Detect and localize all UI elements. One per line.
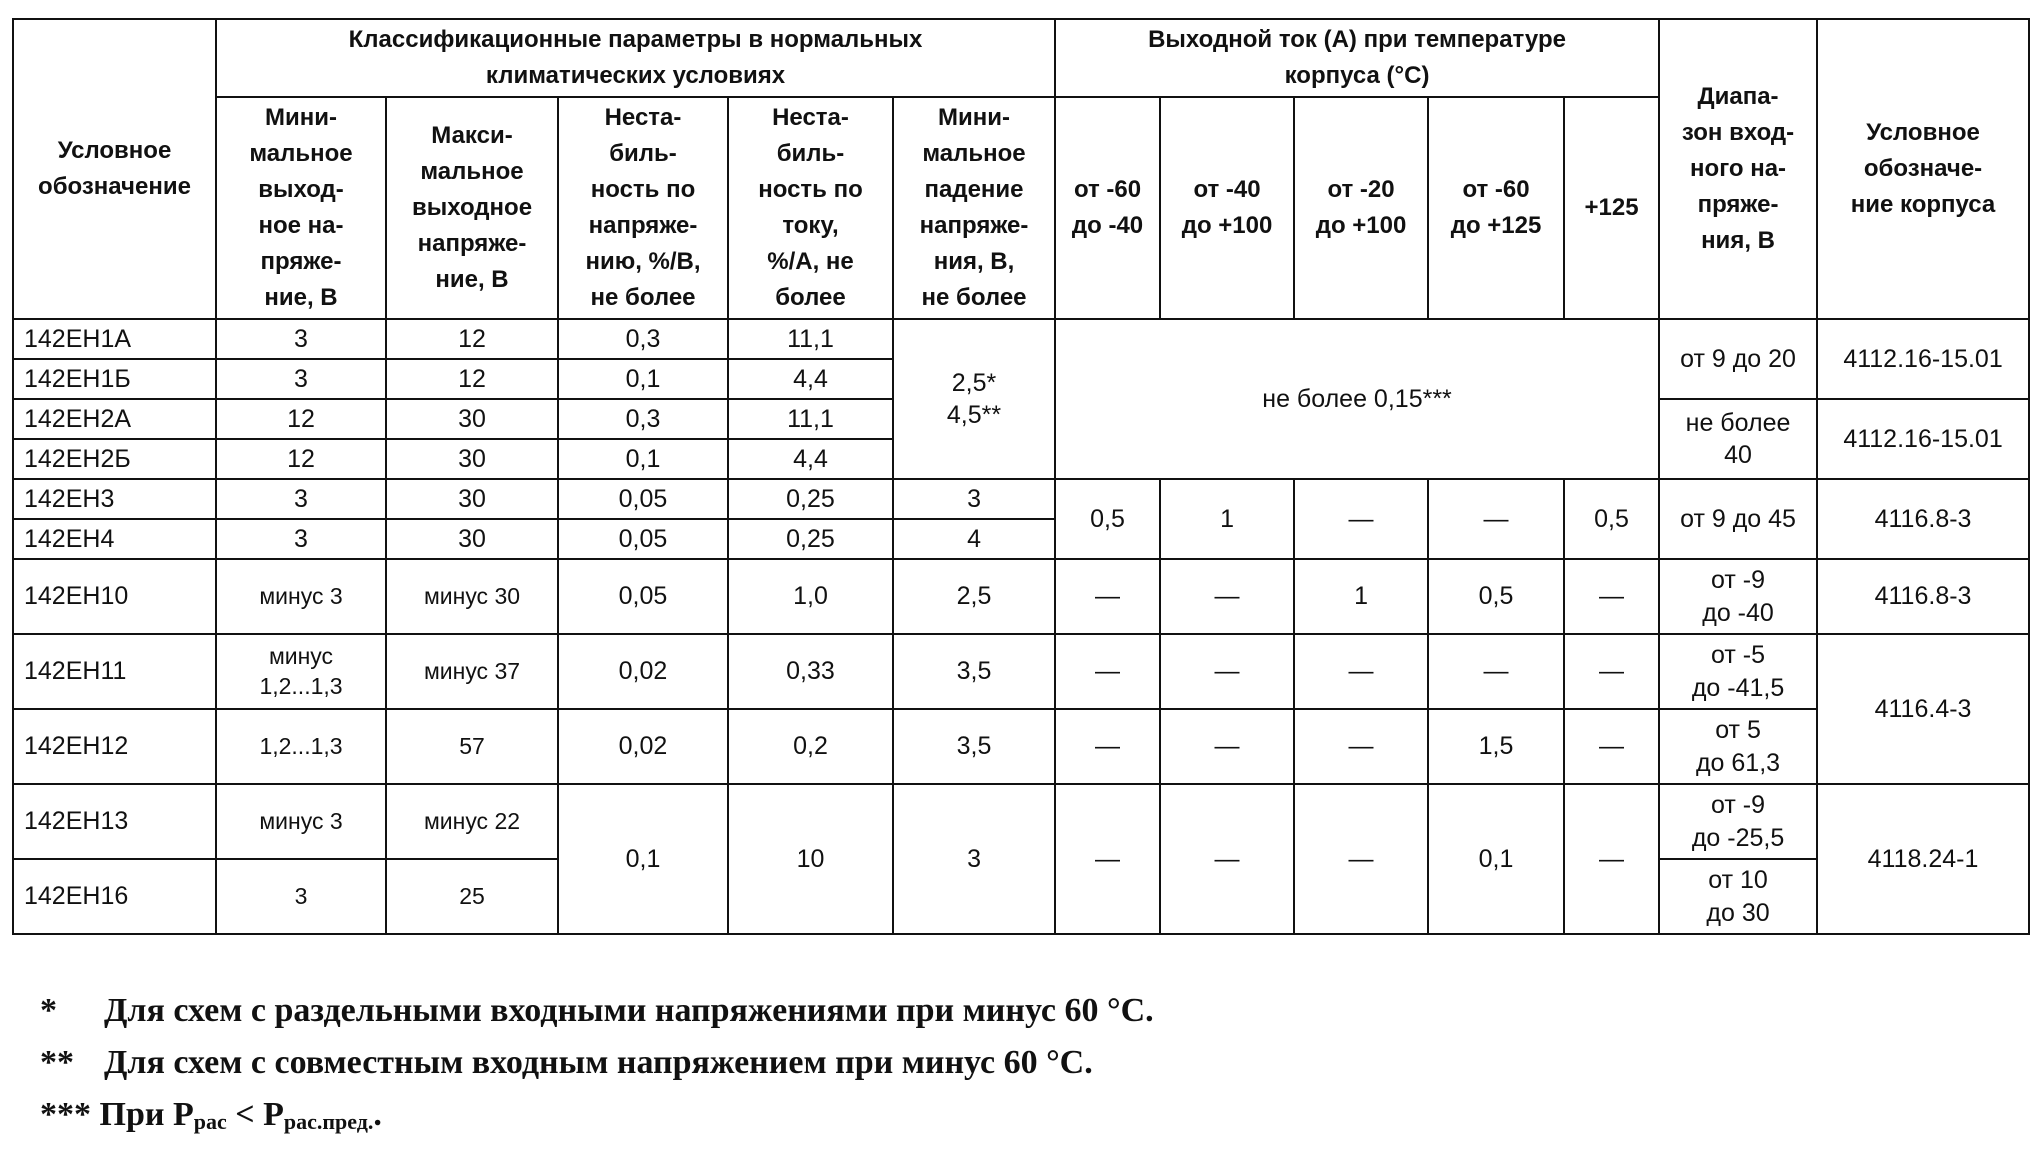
cell-min-voltage: 12 (216, 439, 386, 479)
cell-temp-4: 0,5 (1428, 559, 1564, 634)
cell-temp-5: — (1564, 634, 1659, 709)
cell-min-drop: 3 (893, 479, 1055, 519)
cell-min-voltage: 1,2...1,3 (216, 709, 386, 784)
cell-case: 4112.16-15.01 (1817, 319, 2029, 399)
cell-temp-2: — (1160, 709, 1294, 784)
cell-temp-4: 1,5 (1428, 709, 1564, 784)
cell-min-drop: 3,5 (893, 634, 1055, 709)
cell-min-drop: 3,5 (893, 709, 1055, 784)
footnote-prefix: При P (99, 1096, 194, 1133)
header-designation: Условное обозначение (13, 19, 216, 319)
header-temp-3: от -20 до +100 (1294, 97, 1428, 319)
footnote-less-than: < P (226, 1096, 284, 1133)
cell-temp-2: — (1160, 634, 1294, 709)
cell-temp-4: — (1428, 634, 1564, 709)
cell-case: 4116.4-3 (1817, 634, 2029, 784)
header-min-drop: Мини- мальное падение напряже- ния, В, не более (893, 97, 1055, 319)
cell-instab-current: 0,2 (728, 709, 893, 784)
cell-instab-voltage: 0,3 (558, 319, 728, 359)
cell-instab-voltage: 0,3 (558, 399, 728, 439)
cell-max-voltage: минус 30 (386, 559, 558, 634)
cell-temp-3: — (1294, 479, 1428, 559)
header-instab-voltage: Неста- биль- ность по напряже- нию, %/В, не более (558, 97, 728, 319)
cell-instab-voltage: 0,05 (558, 559, 728, 634)
footnote-1 (40, 985, 1154, 1037)
cell-min-voltage: 3 (216, 319, 386, 359)
footnote-mark: * (40, 992, 57, 1029)
cell-max-voltage: 30 (386, 519, 558, 559)
cell-max-voltage: 12 (386, 359, 558, 399)
footnote-subscript: рас.пред. (283, 1109, 374, 1134)
footnotes (40, 985, 1154, 1141)
footnote-mark: *** (40, 1096, 91, 1133)
cell-max-voltage: 30 (386, 479, 558, 519)
cell-instab-current: 11,1 (728, 319, 893, 359)
cell-max-voltage: минус 22 (386, 784, 558, 859)
table-row (13, 709, 2029, 784)
cell-temp-2: — (1160, 559, 1294, 634)
footnote-text: Для схем с раздельными входными напряжениями при минус 60 °С. (104, 992, 1154, 1029)
cell-temp-3: — (1294, 709, 1428, 784)
cell-temp-4: — (1428, 479, 1564, 559)
footnote-2 (40, 1037, 1154, 1089)
cell-input-range: от -5 до -41,5 (1659, 634, 1817, 709)
table-row (13, 634, 2029, 709)
cell-min-drop: 2,5 (893, 559, 1055, 634)
cell-designation: 142ЕН13 (13, 784, 216, 859)
cell-instab-voltage: 0,05 (558, 479, 728, 519)
cell-temp-1: — (1055, 709, 1160, 784)
cell-temp-5: — (1564, 709, 1659, 784)
header-case: Условное обозначе- ние корпуса (1817, 19, 2029, 319)
cell-min-voltage: 3 (216, 519, 386, 559)
cell-designation: 142ЕН1Б (13, 359, 216, 399)
footnote-text: Для схем с совместным входным напряжением при минус 60 °С. (104, 1044, 1093, 1081)
table-row (13, 559, 2029, 634)
cell-temp-5: 0,5 (1564, 479, 1659, 559)
cell-instab-current: 0,25 (728, 479, 893, 519)
header-max-out-voltage: Макси- мальное выходное напряже- ние, В (386, 97, 558, 319)
cell-max-voltage: минус 37 (386, 634, 558, 709)
cell-instab-current: 0,33 (728, 634, 893, 709)
header-group-current: Выходной ток (А) при температуре корпуса (°С) (1055, 19, 1659, 97)
cell-instab-voltage: 0,1 (558, 359, 728, 399)
cell-input-range: от 10 до 30 (1659, 859, 1817, 934)
cell-temp-2: 1 (1160, 479, 1294, 559)
header-instab-current: Неста- биль- ность по току, %/А, не более (728, 97, 893, 319)
cell-min-drop: 4 (893, 519, 1055, 559)
cell-instab-current: 4,4 (728, 439, 893, 479)
cell-case: 4118.24-1 (1817, 784, 2029, 934)
cell-current-merged: не более 0,15*** (1055, 319, 1659, 479)
cell-case: 4112.16-15.01 (1817, 399, 2029, 479)
cell-temp-1: — (1055, 634, 1160, 709)
cell-designation: 142ЕН3 (13, 479, 216, 519)
header-temp-2: от -40 до +100 (1160, 97, 1294, 319)
cell-designation: 142ЕН16 (13, 859, 216, 934)
cell-case: 4116.8-3 (1817, 559, 2029, 634)
parameters-table (12, 18, 2030, 935)
cell-min-voltage: минус 1,2...1,3 (216, 634, 386, 709)
cell-min-voltage: 3 (216, 479, 386, 519)
header-group-params: Классификационные параметры в нормальных климатических условиях (216, 19, 1055, 97)
cell-instab-current: 1,0 (728, 559, 893, 634)
cell-input-range: от -9 до -25,5 (1659, 784, 1817, 859)
cell-min-drop: 3 (893, 784, 1055, 934)
cell-max-voltage: 25 (386, 859, 558, 934)
cell-designation: 142ЕН11 (13, 634, 216, 709)
cell-max-voltage: 30 (386, 439, 558, 479)
cell-instab-voltage: 0,02 (558, 709, 728, 784)
cell-case: 4116.8-3 (1817, 479, 2029, 559)
cell-temp-3: 1 (1294, 559, 1428, 634)
cell-temp-5: — (1564, 784, 1659, 934)
cell-input-range: от -9 до -40 (1659, 559, 1817, 634)
cell-instab-voltage: 0,1 (558, 784, 728, 934)
cell-temp-2: — (1160, 784, 1294, 934)
cell-min-voltage: 12 (216, 399, 386, 439)
cell-min-voltage: минус 3 (216, 559, 386, 634)
table-row (13, 479, 2029, 519)
cell-temp-4: 0,1 (1428, 784, 1564, 934)
cell-max-voltage: 57 (386, 709, 558, 784)
cell-min-voltage: минус 3 (216, 784, 386, 859)
cell-temp-1: 0,5 (1055, 479, 1160, 559)
footnote-subscript: рас (193, 1109, 227, 1134)
cell-designation: 142ЕН2А (13, 399, 216, 439)
header-temp-1: от -60 до -40 (1055, 97, 1160, 319)
cell-designation: 142ЕН12 (13, 709, 216, 784)
cell-designation: 142ЕН4 (13, 519, 216, 559)
table-row (13, 319, 2029, 359)
cell-max-voltage: 30 (386, 399, 558, 439)
footnote-3 (40, 1089, 1154, 1141)
cell-instab-current: 10 (728, 784, 893, 934)
footnote-mark: ** (40, 1044, 74, 1081)
cell-input-range: от 5 до 61,3 (1659, 709, 1817, 784)
cell-instab-current: 4,4 (728, 359, 893, 399)
cell-instab-voltage: 0,02 (558, 634, 728, 709)
cell-min-drop-merged: 2,5* 4,5** (893, 319, 1055, 479)
cell-designation: 142ЕН1А (13, 319, 216, 359)
cell-instab-current: 0,25 (728, 519, 893, 559)
header-input-range: Диапа- зон вход- ного на- пряже- ния, В (1659, 19, 1817, 319)
cell-instab-current: 11,1 (728, 399, 893, 439)
cell-min-voltage: 3 (216, 359, 386, 399)
header-min-out-voltage: Мини- мальное выход- ное на- пряже- ние, В (216, 97, 386, 319)
cell-designation: 142ЕН10 (13, 559, 216, 634)
cell-temp-1: — (1055, 784, 1160, 934)
footnote-end: . (373, 1096, 382, 1133)
cell-designation: 142ЕН2Б (13, 439, 216, 479)
footnote-text (100, 1096, 382, 1133)
cell-input-range: от 9 до 20 (1659, 319, 1817, 399)
cell-instab-voltage: 0,05 (558, 519, 728, 559)
cell-input-range: от 9 до 45 (1659, 479, 1817, 559)
cell-temp-3: — (1294, 784, 1428, 934)
cell-temp-1: — (1055, 559, 1160, 634)
cell-min-voltage: 3 (216, 859, 386, 934)
cell-temp-5: — (1564, 559, 1659, 634)
cell-temp-3: — (1294, 634, 1428, 709)
header-temp-5: +125 (1564, 97, 1659, 319)
cell-input-range: не более 40 (1659, 399, 1817, 479)
table-row (13, 784, 2029, 859)
cell-max-voltage: 12 (386, 319, 558, 359)
cell-instab-voltage: 0,1 (558, 439, 728, 479)
header-temp-4: от -60 до +125 (1428, 97, 1564, 319)
